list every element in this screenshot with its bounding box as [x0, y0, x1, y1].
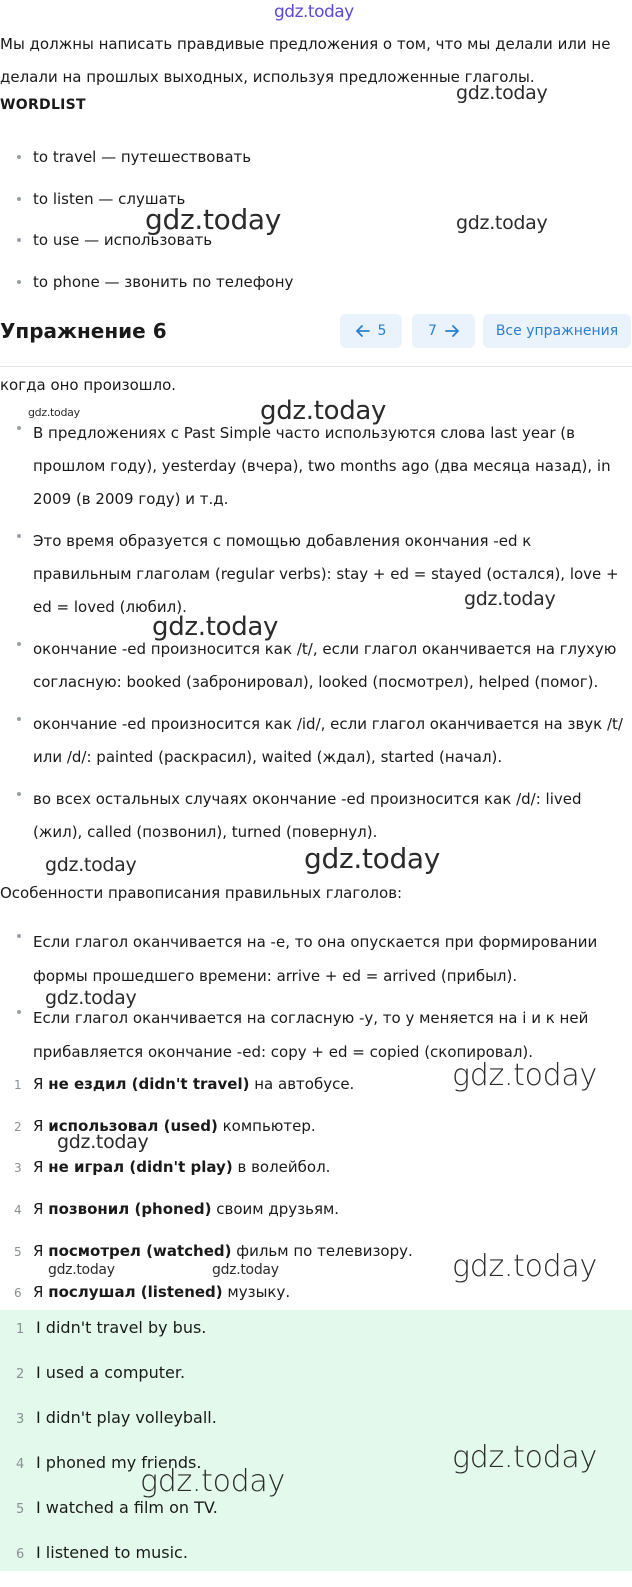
answer-prefix: Я	[33, 1200, 49, 1219]
row-number: 5	[16, 1502, 25, 1517]
arrow-right-icon	[445, 325, 459, 337]
answer-rest: в волейбол.	[232, 1158, 331, 1177]
answer-verb: использовал (used)	[48, 1116, 218, 1135]
answer-text: I phoned my friends.	[36, 1453, 202, 1472]
answer-rest: на автобусе.	[249, 1075, 355, 1093]
answer-verb: послушал (listened)	[48, 1283, 223, 1302]
answer-row	[0, 1156, 628, 1198]
answer-prefix: Я	[33, 1241, 49, 1260]
next-exercise-button[interactable]	[412, 314, 475, 348]
answer-row	[0, 1073, 628, 1115]
answer-text: I didn't play volleyball.	[36, 1408, 217, 1427]
answer-prefix: Я	[33, 1075, 49, 1093]
prev-exercise-label: 5	[377, 323, 387, 339]
row-number: 2	[14, 1119, 22, 1134]
answer-verb: посмотрел (watched)	[48, 1241, 232, 1260]
task-description: Мы должны написать правдивые предложения о том, что мы делали или не делали на прошлых выходных, используя предложенные глаголы.	[0, 35, 611, 86]
watermark: gdz.today	[140, 1464, 285, 1499]
all-exercises-label: Все упражнения	[495, 323, 619, 339]
theory-list	[0, 417, 628, 849]
watermark: gdz.today	[57, 1131, 149, 1153]
watermark: gdz.today	[456, 212, 548, 234]
answer-text: I watched a film on TV.	[36, 1498, 218, 1517]
theory-item: Это время образуется с помощью добавления окончания -ed к правильным глаголам (regular verbs): stay + ed = stayed (остался), love + ed = loved (любил).	[0, 525, 628, 624]
prev-exercise-button[interactable]	[340, 314, 402, 348]
watermark: gdz.today	[48, 1262, 115, 1278]
answer-verb: позвонил (phoned)	[48, 1200, 212, 1219]
row-number: 5	[14, 1244, 22, 1259]
all-exercises-button[interactable]	[483, 314, 631, 348]
spelling-heading: Особенности правописания правильных глаголов:	[0, 884, 403, 902]
wordlist-item: to travel — путешествовать	[0, 146, 620, 188]
watermark: gdz.today	[456, 82, 548, 104]
exercise-title: Упражнение 6	[0, 319, 167, 343]
wordlist-item: to phone — звонить по телефону	[0, 271, 620, 313]
answer-row	[0, 1317, 628, 1362]
watermark: gdz.today	[152, 612, 279, 642]
theory-item: В предложениях с Past Simple часто используются слова last year (в прошлом году), yesterday (вчера), two months ago (два месяца назад), in 2009 (в 2009 году) и т.д.	[0, 417, 628, 516]
watermark: gdz.today	[452, 1249, 597, 1284]
row-number: 6	[16, 1547, 25, 1562]
row-number: 1	[16, 1322, 25, 1337]
row-number: 3	[14, 1161, 22, 1176]
answer-row	[0, 1362, 628, 1407]
theory-item: окончание -ed произносится как /id/, если глагол оканчивается на звук /t/ или /d/: painted (раскрасил), waited (ждал), started (начал).	[0, 708, 628, 774]
watermark: gdz.today	[452, 1058, 597, 1093]
watermark: gdz.today	[45, 987, 137, 1009]
header-divider	[0, 366, 632, 367]
wordlist	[0, 146, 620, 312]
answer-rest: фильм по телевизору.	[231, 1241, 413, 1260]
row-number: 4	[14, 1203, 22, 1218]
answer-row	[0, 1198, 628, 1240]
spelling-list	[0, 925, 628, 1069]
answer-text: I listened to music.	[36, 1543, 188, 1562]
wordlist-heading: WORDLIST	[0, 97, 86, 113]
watermark: gdz.today	[304, 842, 441, 875]
english-answers	[0, 1317, 628, 1587]
theory-fragment: когда оно произошло.	[0, 376, 177, 394]
watermark: gdz.today	[28, 406, 80, 419]
exercise-header	[0, 310, 632, 355]
answer-verb: не играл (didn't play)	[48, 1158, 233, 1177]
russian-answers	[0, 1073, 628, 1323]
wordlist-item: to listen — слушать	[0, 188, 620, 230]
watermark: gdz.today	[45, 854, 137, 876]
answer-rest: музыку.	[222, 1283, 291, 1302]
answer-row	[0, 1407, 628, 1452]
next-exercise-label: 7	[428, 323, 437, 339]
theory-item: во всех остальных случаях окончание -ed произносится как /d/: lived (жил), called (позвонил), turned (повернул).	[0, 783, 628, 849]
answer-row	[0, 1542, 628, 1587]
answer-text: I used a computer.	[36, 1363, 186, 1382]
answer-verb: не ездил (didn't travel)	[48, 1075, 250, 1093]
watermark: gdz.today	[464, 588, 556, 610]
watermark: gdz.today	[212, 1262, 279, 1278]
watermark: gdz.today	[452, 1440, 597, 1475]
row-number: 1	[14, 1078, 22, 1092]
answer-row	[0, 1240, 628, 1282]
wordlist-item: to use — использовать	[0, 229, 620, 271]
row-number: 4	[16, 1457, 25, 1472]
watermark: gdz.today	[145, 203, 282, 236]
arrow-left-icon	[356, 325, 370, 337]
answer-prefix: Я	[33, 1116, 49, 1135]
answer-rest: своим друзьям.	[211, 1200, 340, 1219]
answer-text: I didn't travel by bus.	[36, 1318, 207, 1337]
site-logo[interactable]: gdz.today	[274, 2, 354, 22]
answer-row	[0, 1452, 628, 1497]
answer-prefix: Я	[33, 1158, 49, 1177]
row-number: 2	[16, 1367, 25, 1382]
theory-item: окончание -ed произносится как /t/, если глагол оканчивается на глухую согласную: booked (забронировал), looked (посмотрел), helped (помог).	[0, 633, 628, 699]
spelling-item: Если глагол оканчивается на согласную -y, то y меняется на i и к ней прибавляется окончание -ed: copy + ed = copied (скопировал).	[0, 1001, 628, 1069]
answer-prefix: Я	[33, 1283, 49, 1302]
answer-row	[0, 1115, 628, 1157]
row-number: 3	[16, 1412, 25, 1427]
answer-rest: компьютер.	[217, 1116, 316, 1135]
spelling-item: Если глагол оканчивается на -e, то она опускается при формировании формы прошедшего времени: arrive + ed = arrived (прибыл).	[0, 925, 628, 993]
row-number: 6	[14, 1286, 22, 1301]
answer-row	[0, 1497, 628, 1542]
watermark: gdz.today	[260, 396, 387, 426]
